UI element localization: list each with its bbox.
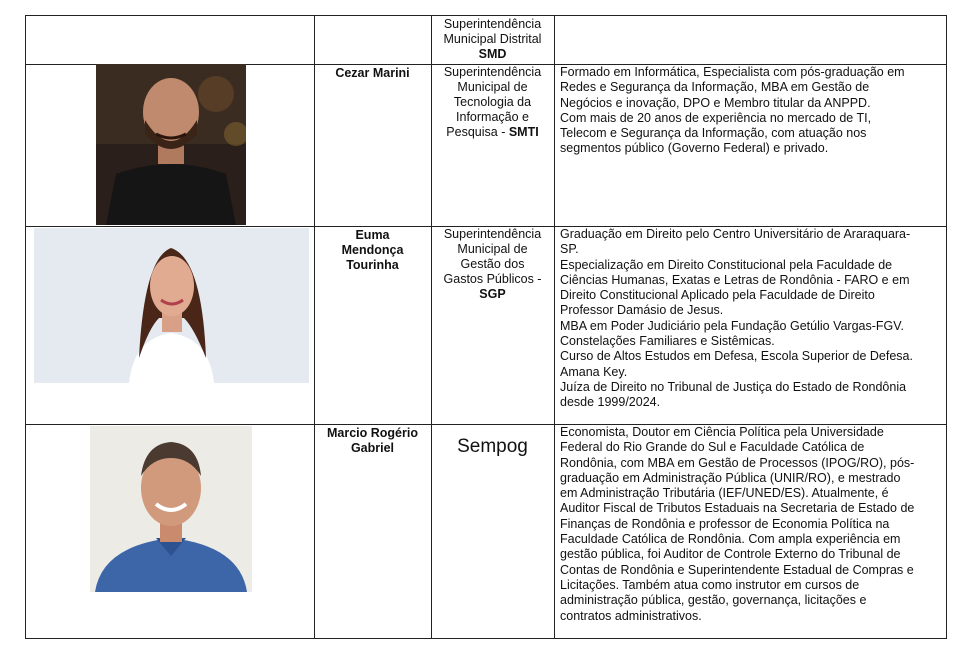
person-name: Gabriel: [350, 441, 395, 455]
org-line: Superintendência: [443, 17, 542, 31]
description-line: Licitações. Também atua como instrutor em cursos de: [560, 577, 860, 592]
org-line: Superintendência: [443, 227, 542, 241]
org-line: Municipal de: [457, 80, 528, 94]
description-line: Rondônia, com MBA em Gestão de Processos (IPOG/RO), pós-: [560, 455, 915, 470]
portrait-cezar-marini: [96, 64, 246, 225]
description-line: em Administração Tributária (IEF/UNED/ES). Atualmente, é: [560, 486, 889, 501]
org-line: Gestão dos: [460, 257, 525, 271]
org-acronym: SMTI: [508, 125, 539, 139]
description-line: Auditor Fiscal de Tributos Estaduais na Secretaria de Estado de: [560, 501, 915, 516]
description-line: Direito Constitucional Aplicado pela Faculdade de Direito: [560, 288, 875, 303]
description-line: gestão pública, foi Auditor de Controle Externo do Tribunal de: [560, 547, 901, 562]
photo-cell: [26, 226, 314, 424]
description-line: Constelações Familiares e Sistêmicas.: [560, 334, 775, 349]
table-row: [26, 424, 946, 638]
description-line: Federal do Rio Grande do Sul e Faculdade Católica de: [560, 440, 865, 455]
org-acronym: SGP: [479, 287, 506, 301]
description-line: Finanças de Rondônia e professor de Economia Política na: [560, 516, 890, 531]
description-line: Contas de Rondônia e Superintendente Estadual de Compras e: [560, 562, 914, 577]
description-line: Redes e Segurança da Informação, MBA em Gestão de: [560, 80, 870, 95]
description-line: desde 1999/2024.: [560, 395, 661, 410]
description-line: Economista, Doutor em Ciência Política pela Universidade: [560, 425, 884, 439]
person-name: Cezar Marini: [335, 66, 410, 80]
person-name: Tourinha: [346, 258, 399, 272]
description-cell: [554, 226, 946, 424]
officials-table: [25, 15, 947, 639]
description-line: SP.: [560, 242, 579, 257]
table-row: [26, 16, 946, 65]
portrait-euma-mendonca-tourinha: [34, 228, 309, 383]
description-line: MBA em Poder Judiciário pela Fundação Getúlio Vargas-FGV.: [560, 318, 904, 333]
description-line: segmentos público (Governo Federal) e privado.: [560, 141, 829, 156]
person-name: Marcio Rogério: [327, 426, 418, 440]
description-line: Telecom e Segurança da Informação, com atuação nos: [560, 126, 867, 141]
org-line: Superintendência: [443, 65, 542, 79]
table-row: [26, 64, 946, 227]
description-line: Ciências Humanas, Exatas e Letras de Rondônia - FARO e em: [560, 272, 910, 287]
org-cell: [431, 424, 554, 638]
org-name: Sempog: [457, 436, 528, 457]
name-cell: [314, 424, 431, 638]
name-cell: [314, 16, 431, 64]
description-line: Especialização em Direito Constitucional pela Faculdade de: [560, 257, 893, 272]
description-line: Professor Damásio de Jesus.: [560, 303, 724, 318]
name-cell: [314, 64, 431, 226]
description-line: Com mais de 20 anos de experiência no mercado de TI,: [560, 110, 872, 125]
org-line: Informação e: [456, 110, 529, 124]
description-line: graduação em Administração Pública (UNIR/RO), e mestrado: [560, 470, 901, 485]
org-cell: [431, 226, 554, 424]
org-line: Municipal de: [457, 242, 528, 256]
description-line: Negócios e inovação, DPO e Membro titular da ANPPD.: [560, 95, 871, 110]
description-line: administração pública, gestão, governança, licitações e: [560, 593, 867, 608]
photo-cell: [26, 424, 314, 638]
portrait-marcio-rogerio-gabriel: [90, 426, 252, 592]
description-line: Juíza de Direito no Tribunal de Justiça do Estado de Rondônia: [560, 379, 907, 394]
description-line: Curso de Altos Estudos em Defesa, Escola Superior de Defesa.: [560, 349, 913, 364]
description-line: Graduação em Direito pelo Centro Universitário de Araraquara-: [560, 227, 911, 241]
description-line: Formado em Informática, Especialista com pós-graduação em: [560, 65, 905, 79]
description-line: Amana Key.: [560, 364, 628, 379]
org-cell: [431, 64, 554, 226]
person-name: Euma: [355, 228, 390, 242]
org-line: Tecnologia da: [453, 95, 532, 109]
org-line: Gastos Públicos -: [443, 272, 542, 286]
description-line: contratos administrativos.: [560, 608, 702, 623]
person-name: Mendonça: [341, 243, 404, 257]
description-cell: [554, 16, 946, 64]
photo-cell: [26, 64, 314, 226]
description-cell: [554, 64, 946, 226]
org-line: Municipal Distrital: [443, 32, 542, 46]
table-row: [26, 226, 946, 425]
description-line: Faculdade Católica de Rondônia. Com ampla experiência em: [560, 532, 901, 547]
org-line: Pesquisa -: [446, 125, 509, 139]
name-cell: [314, 226, 431, 424]
org-cell: [431, 16, 554, 64]
org-acronym: SMD: [478, 47, 507, 61]
description-cell: [554, 424, 946, 638]
photo-cell: [26, 16, 314, 64]
